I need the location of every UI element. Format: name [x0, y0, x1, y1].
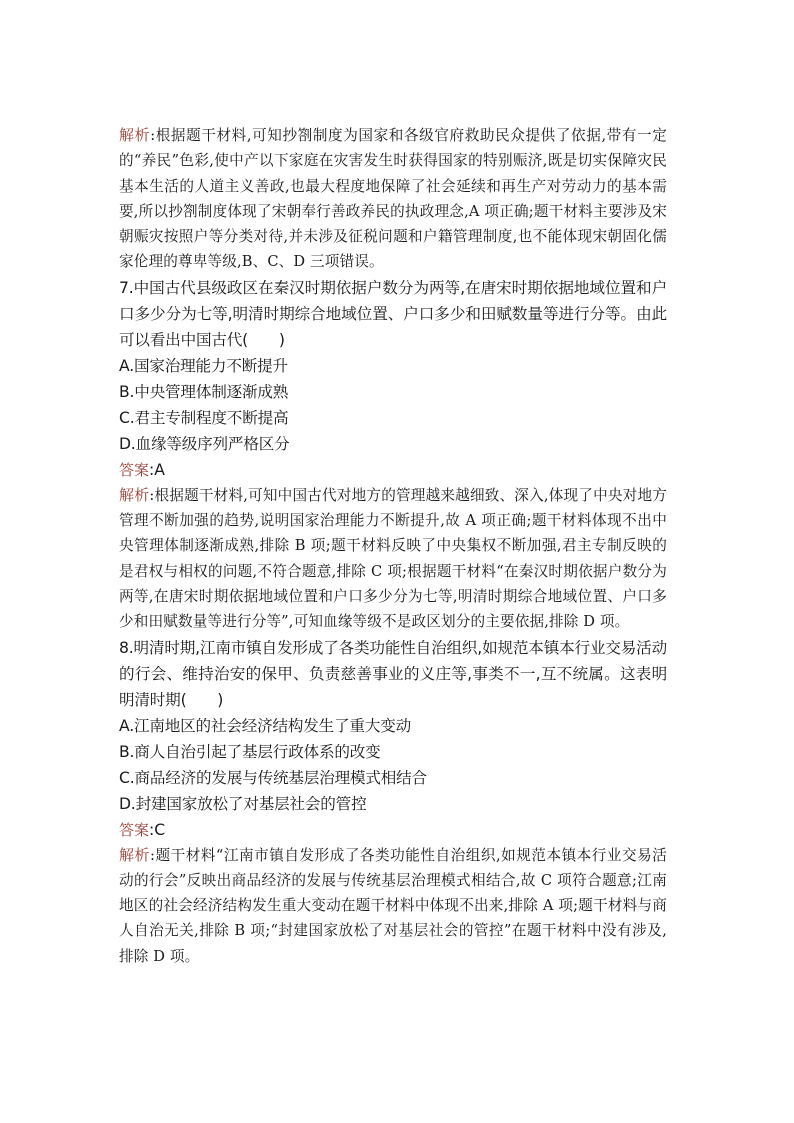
- q7-option-c: C.君主专制程度不断提高: [119, 408, 289, 427]
- q7-option-a: A.国家治理能力不断提升: [119, 356, 288, 375]
- q8-option-c: C.商品经济的发展与传统基层治理模式相结合: [119, 768, 427, 787]
- page-content: [119, 123, 667, 969]
- q6-analysis-text: :根据题干材料,可知抄劄制度为国家和各级官府救助民众提供了依据,带有一定的“养民”色彩,使中产以下家庭在灾害发生时获得国家的特别赈济,既是切实保障灾民基本生活的人道主义善政,也最大程度地保障了社会延续和再生产对劳动力的基本需要,所以抄劄制度体现了宋朝奉行善政养民的执政理念,A 项正确;题干材料主要涉及宋朝赈灾按照户等分类对待,并未涉及征税问题和户籍管理制度,也不能体现宋朝固化儒家伦理的尊卑等级,B、C、D 三项错误。: [119, 127, 667, 271]
- q8-option-d: D.封建国家放松了对基层社会的管控: [119, 794, 367, 813]
- q8-option-b: B.商人自治引起了基层行政体系的改变: [119, 742, 381, 761]
- q8-analysis: [119, 843, 667, 969]
- analysis-label: 解析: [119, 845, 151, 864]
- q7-option-d: D.血缘等级序列严格区分: [119, 434, 290, 453]
- answer-label: 答案: [119, 460, 150, 479]
- analysis-label: 解析: [119, 126, 151, 144]
- q7-option-b: B.中央管理体制逐渐成熟: [119, 382, 289, 401]
- answer-label: 答案: [119, 820, 150, 839]
- q7-answer: [119, 457, 667, 483]
- q6-analysis: [119, 123, 667, 275]
- q8-option-a: A.江南地区的社会经济结构发生了重大变动: [119, 716, 412, 735]
- q7-analysis: [119, 483, 667, 635]
- q7-stem: 7.中国古代县级政区在秦汉时期依据户数分为两等,在唐宋时期依据地域位置和户口多少分为七等,明清时期综合地域位置、户口多少和田赋数量等进行分等。由此可以看出中国古代( ): [119, 278, 667, 349]
- q7-analysis-text: :根据题干材料,可知中国古代对地方的管理越来越细致、深入,体现了中央对地方管理不断加强的趋势,说明国家治理能力不断提升,故 A 项正确;题干材料体现不出中央管理体制逐渐成熟,排除 B 项;题干材料反映了中央集权不断加强,君主专制反映的是君权与相权的问题,不符合题意,排除 C 项;根据题干材料“在秦汉时期依据户数分为两等,在唐宋时期依据地域位置和户口多少分为七等,明清时期综合地域位置、户口多少和田赋数量等进行分等”,可知血缘等级不是政区划分的主要依据,排除 D 项。: [119, 486, 667, 631]
- q8-answer: [119, 817, 667, 843]
- q8-stem: 8.明清时期,江南市镇自发形成了各类功能性自治组织,如规范本镇本行业交易活动的行会、维持治安的保甲、负责慈善事业的义庄等,事类不一,互不统属。这表明明清时期( ): [119, 638, 667, 709]
- analysis-label: 解析: [119, 485, 150, 504]
- q8-answer-value: :C: [149, 820, 166, 839]
- q8-analysis-text: :题干材料“江南市镇自发形成了各类功能性自治组织,如规范本镇本行业交易活动的行会”反映出商品经济的发展与传统基层治理模式相结合,故 C 项符合题意;江南地区的社会经济结构发生重大变动在题干材料中体现不出来,排除 A 项;题干材料与商人自治无关,排除 B 项;“封建国家放松了对基层社会的管控”在题干材料中没有涉及,排除 D 项。: [119, 846, 667, 965]
- q7-answer-value: :A: [149, 460, 165, 479]
